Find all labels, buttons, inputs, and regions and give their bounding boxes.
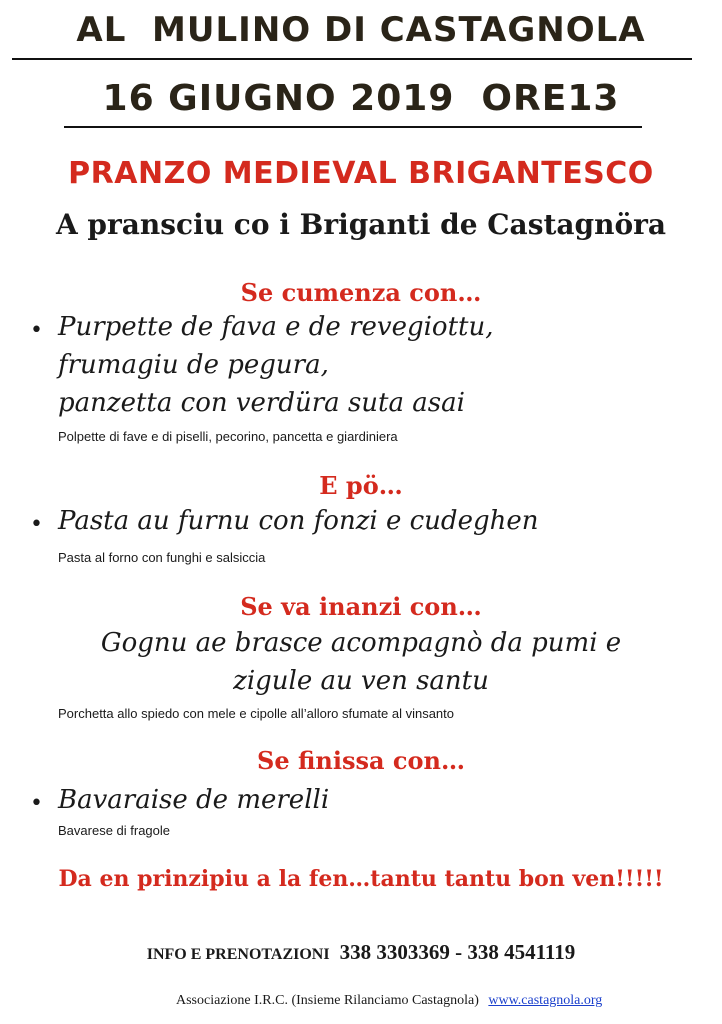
- closing-motto: Da en prinzipiu a la fen…tantu tantu bon ven!!!!!: [58, 866, 664, 892]
- contact-phones: 338 3303369 - 338 4541119: [339, 940, 576, 964]
- contact-label: INFO E PRENOTAZIONI: [146, 946, 330, 963]
- title-underline: [12, 58, 692, 60]
- venue-title: AL MULINO DI CASTAGNOLA: [76, 10, 646, 50]
- bullet-icon: •: [30, 318, 43, 343]
- section-heading-dessert: Se finissa con…: [257, 746, 465, 775]
- website-link[interactable]: www.castagnola.org: [488, 993, 603, 1008]
- dish-main-course: [0, 624, 722, 700]
- section-heading-starters: Se cumenza con…: [240, 278, 482, 307]
- footer: [176, 993, 602, 1009]
- bullet-icon: •: [30, 791, 43, 816]
- translation-dessert: Bavarese di fragole: [58, 823, 171, 838]
- dish-line: panzetta con verdüra suta asai: [58, 388, 465, 418]
- translation-main-course: Porchetta allo spiedo con mele e cipolle all’alloro sfumate al vinsanto: [58, 706, 454, 721]
- dish-dessert: Bavaraise de merelli: [58, 785, 330, 815]
- date-underline: [64, 126, 642, 128]
- date-time-title: 16 GIUGNO 2019 ORE13: [102, 78, 620, 119]
- contact-info: [0, 940, 722, 965]
- dish-line: frumagiu de pegura,: [58, 350, 329, 380]
- dish-first-course: Pasta au furnu con fonzi e cudeghen: [58, 506, 539, 536]
- translation-first-course: Pasta al forno con funghi e salsiccia: [58, 550, 266, 565]
- dish-starters: [58, 308, 493, 422]
- bullet-icon: •: [30, 512, 43, 537]
- translation-starters: Polpette di fave e di piselli, pecorino, pancetta e giardiniera: [58, 429, 398, 444]
- section-heading-main-course: Se va inanzi con…: [240, 592, 482, 621]
- association-name: Associazione I.R.C. (Insieme Rilanciamo Castagnola): [176, 993, 479, 1008]
- event-subtitle: A pransciu co i Briganti de Castagnöra: [55, 208, 667, 241]
- section-heading-first-course: E pö…: [319, 471, 403, 500]
- event-title: PRANZO MEDIEVAL BRIGANTESCO: [68, 156, 654, 191]
- dish-line: Gognu ae brasce acompagnò da pumi e: [100, 628, 622, 658]
- dish-line: Purpette de fava e de revegiottu,: [58, 312, 494, 342]
- dish-line: zigule au ven santu: [233, 666, 489, 696]
